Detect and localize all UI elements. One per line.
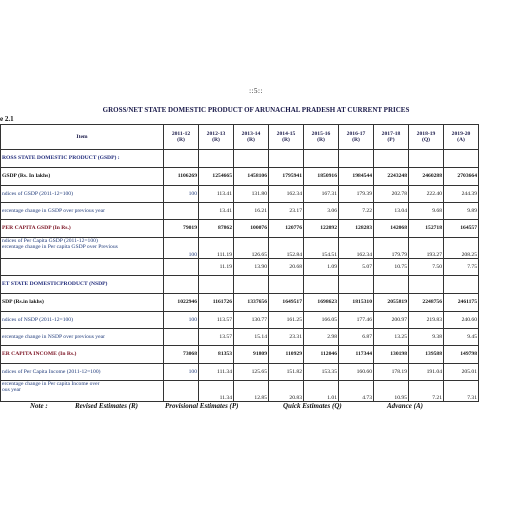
table-cell: 7.21 (409, 381, 444, 402)
table-cell (374, 150, 409, 168)
estimate-tag: (P) (387, 137, 395, 143)
column-header-year (304, 125, 339, 150)
table-cell (444, 150, 479, 168)
table-row (1, 276, 479, 294)
table-cell (199, 276, 234, 294)
table-row (1, 220, 479, 238)
table-row (1, 186, 479, 203)
table-cell: 2461175 (444, 294, 479, 312)
table-row (1, 259, 479, 276)
table-row (1, 150, 479, 168)
table-cell: 2460288 (409, 168, 444, 186)
column-header-year (199, 125, 234, 150)
table-cell: 179.39 (339, 186, 374, 203)
table-cell: 100 (164, 364, 199, 381)
table-cell: 7.22 (339, 203, 374, 220)
table-row (1, 294, 479, 312)
table-cell (374, 276, 409, 294)
table-cell: 12.85 (234, 381, 269, 402)
table-cell: 110929 (269, 346, 304, 364)
table-cell: 4.73 (339, 381, 374, 402)
table-cell: 162.34 (339, 238, 374, 259)
table-cell: 111.34 (199, 364, 234, 381)
table-cell: 13.04 (374, 203, 409, 220)
table-cell: 11.19 (199, 259, 234, 276)
year-label: 2012-13 (206, 130, 226, 137)
row-label: ndices of Per Capita GSDP (2011-12=100) ercentage change in Per capita GSDP over Previous (1, 238, 164, 259)
table-cell: 151.82 (269, 364, 304, 381)
table-cell: 1649517 (269, 294, 304, 312)
table-cell: 1795941 (269, 168, 304, 186)
row-label: ndices of Per Capita Income (2011-12=100) (1, 364, 164, 381)
table-cell: 1022946 (164, 294, 199, 312)
table-cell: 117344 (339, 346, 374, 364)
table-row (1, 168, 479, 186)
row-label: ROSS STATE DOMESTIC PRODUCT (GSDP) : (1, 150, 164, 168)
table-cell: 162.34 (269, 186, 304, 203)
table-cell: 91809 (234, 346, 269, 364)
table-cell (304, 276, 339, 294)
column-header-year (339, 125, 374, 150)
table-cell: 1254665 (199, 168, 234, 186)
table-cell: 7.31 (444, 381, 479, 402)
table-cell (444, 276, 479, 294)
table-cell: 1984544 (339, 168, 374, 186)
table-row (1, 329, 479, 346)
table-cell: 205.01 (444, 364, 479, 381)
table-row (1, 312, 479, 329)
row-label (1, 259, 164, 276)
row-label: ercentage change in NSDP over previous year (1, 329, 164, 346)
table-cell: 154.51 (304, 238, 339, 259)
table-row (1, 381, 479, 402)
table-cell: 125.65 (234, 364, 269, 381)
table-cell: 222.40 (409, 186, 444, 203)
table-cell: 179.79 (374, 238, 409, 259)
estimate-tag: (R) (177, 137, 185, 143)
table-cell: 1.01 (304, 381, 339, 402)
table-cell: 20.68 (269, 259, 304, 276)
table-row (1, 346, 479, 364)
table-cell: 131.80 (234, 186, 269, 203)
table-cell: 244.39 (444, 186, 479, 203)
estimate-tag: (R) (282, 137, 290, 143)
year-label: 2018-19 (416, 130, 436, 137)
table-cell (269, 150, 304, 168)
table-cell: 152718 (409, 220, 444, 238)
table-cell: 5.07 (339, 259, 374, 276)
table-cell: 81353 (199, 346, 234, 364)
row-label: ercentage change in GSDP over previous year (1, 203, 164, 220)
table-cell: 7.75 (444, 259, 479, 276)
row-label: ET STATE DOMESTICPRODUCT (NSDP) (1, 276, 164, 294)
table-cell: 153.35 (304, 364, 339, 381)
table-cell (199, 150, 234, 168)
table-cell: 10.95 (374, 381, 409, 402)
column-header-year (409, 125, 444, 150)
table-cell (269, 276, 304, 294)
table-cell: 20.83 (269, 381, 304, 402)
note-quick: Quick Estimates (Q) (283, 402, 342, 410)
table-header-row (1, 125, 479, 150)
table-cell: 160.60 (339, 364, 374, 381)
table-cell: 202.78 (374, 186, 409, 203)
table-cell: 152.84 (269, 238, 304, 259)
table-label: e 2.1 (0, 115, 14, 123)
table-cell (164, 276, 199, 294)
table-cell: 1815310 (339, 294, 374, 312)
gsdp-table (0, 124, 479, 402)
year-label: 2014-15 (276, 130, 296, 137)
table-cell (234, 150, 269, 168)
table-cell: 130198 (374, 346, 409, 364)
note-advance: Advance (A) (387, 402, 423, 410)
table-cell: 219.83 (409, 312, 444, 329)
table-cell: 1850916 (304, 168, 339, 186)
table-row (1, 238, 479, 259)
table-cell: 6.87 (339, 329, 374, 346)
table-cell: 7.50 (409, 259, 444, 276)
table-cell: 161.25 (269, 312, 304, 329)
row-label: ndices of GSDP (2011-12=100) (1, 186, 164, 203)
table-cell: 16.21 (234, 203, 269, 220)
table-cell: 13.57 (199, 329, 234, 346)
table-cell: 2703664 (444, 168, 479, 186)
table-cell: 13.41 (199, 203, 234, 220)
table-row (1, 203, 479, 220)
table-cell: 113.41 (199, 186, 234, 203)
table-cell: 11.34 (199, 381, 234, 402)
estimate-tag: (A) (457, 137, 465, 143)
year-label: 2011-12 (171, 130, 191, 137)
table-cell: 3.06 (304, 203, 339, 220)
table-cell: 126.65 (234, 238, 269, 259)
table-cell (164, 203, 199, 220)
table-cell: 2248756 (409, 294, 444, 312)
table-cell: 1458106 (234, 168, 269, 186)
table-cell: 112046 (304, 346, 339, 364)
table-cell: 9.89 (444, 203, 479, 220)
table-cell: 167.31 (304, 186, 339, 203)
table-cell: 100076 (234, 220, 269, 238)
document-title: GROSS/NET STATE DOMESTIC PRODUCT OF ARUNACHAL PRADESH AT CURRENT PRICES (102, 106, 410, 114)
table-cell: 200.97 (374, 312, 409, 329)
table-cell: 13.25 (374, 329, 409, 346)
estimate-tag: (Q) (421, 137, 431, 143)
table-cell: 2055819 (374, 294, 409, 312)
table-cell: 2243248 (374, 168, 409, 186)
table-cell: 100 (164, 312, 199, 329)
table-cell: 9.45 (444, 329, 479, 346)
note-provisional: Provisional Estimates (P) (165, 402, 239, 410)
table-cell: 139588 (409, 346, 444, 364)
table-cell: 9.38 (409, 329, 444, 346)
table-cell (164, 329, 199, 346)
table-cell: 142068 (374, 220, 409, 238)
table-cell: 15.14 (234, 329, 269, 346)
row-label: SDP (Rs.in lakhs) (1, 294, 164, 312)
table-cell: 193.27 (409, 238, 444, 259)
note-label: Note : (30, 402, 48, 410)
column-header-year (374, 125, 409, 150)
table-cell: 13.90 (234, 259, 269, 276)
table-cell: 120776 (269, 220, 304, 238)
table-cell: 111.19 (199, 238, 234, 259)
table-cell (234, 276, 269, 294)
year-label: 2019-20 (451, 130, 471, 137)
table-row (1, 364, 479, 381)
table-cell: 166.05 (304, 312, 339, 329)
table-cell: 130.77 (234, 312, 269, 329)
table-cell: 240.60 (444, 312, 479, 329)
table-cell: 9.68 (409, 203, 444, 220)
table-cell: 87862 (199, 220, 234, 238)
table-cell: 1698623 (304, 294, 339, 312)
row-label: PER CAPITA GSDP (In Rs.) (1, 220, 164, 238)
note-revised: Revised Estimates (R) (75, 402, 138, 410)
estimate-tag: (R) (317, 137, 325, 143)
table-cell: 122092 (304, 220, 339, 238)
table-cell (339, 150, 374, 168)
table-cell: 1161726 (199, 294, 234, 312)
table-cell: 177.46 (339, 312, 374, 329)
table-cell: 191.04 (409, 364, 444, 381)
table-cell: 113.57 (199, 312, 234, 329)
column-header-year (269, 125, 304, 150)
table-cell: 73068 (164, 346, 199, 364)
table-cell: 1337656 (234, 294, 269, 312)
column-header-year (444, 125, 479, 150)
table-cell: 2.98 (304, 329, 339, 346)
table-cell (164, 381, 199, 402)
table-cell: 23.31 (269, 329, 304, 346)
table-cell: 208.25 (444, 238, 479, 259)
table-cell (164, 259, 199, 276)
row-label: GSDP (Rs. In lakhs) (1, 168, 164, 186)
year-label: 2015-16 (311, 130, 331, 137)
estimate-tag: (R) (212, 137, 220, 143)
table-cell (304, 150, 339, 168)
table-cell: 23.17 (269, 203, 304, 220)
row-label: ercentage change in Per capita Income over ous year (1, 381, 164, 402)
table-cell: 164557 (444, 220, 479, 238)
column-header-item: Item (1, 125, 164, 150)
table-cell (339, 276, 374, 294)
table-cell: 10.75 (374, 259, 409, 276)
table-cell: 79019 (164, 220, 199, 238)
table-cell (164, 150, 199, 168)
row-label: ER CAPITA INCOME (In Rs.) (1, 346, 164, 364)
year-label: 2016-17 (346, 130, 366, 137)
table-cell: 149798 (444, 346, 479, 364)
table-cell: 128283 (339, 220, 374, 238)
table-cell: 100 (164, 186, 199, 203)
estimate-tag: (R) (247, 137, 255, 143)
table-cell: 100 (164, 238, 199, 259)
page-number: ::5:: (249, 87, 263, 95)
column-header-year (234, 125, 269, 150)
table-cell (409, 276, 444, 294)
row-label: ndices of NSDP (2011-12=100) (1, 312, 164, 329)
table-cell: 1.09 (304, 259, 339, 276)
table-cell: 178.19 (374, 364, 409, 381)
year-label: 2013-14 (241, 130, 261, 137)
table-cell: 1106269 (164, 168, 199, 186)
table-cell (409, 150, 444, 168)
estimate-tag: (R) (352, 137, 360, 143)
column-header-year (164, 125, 199, 150)
year-label: 2017-18 (381, 130, 401, 137)
